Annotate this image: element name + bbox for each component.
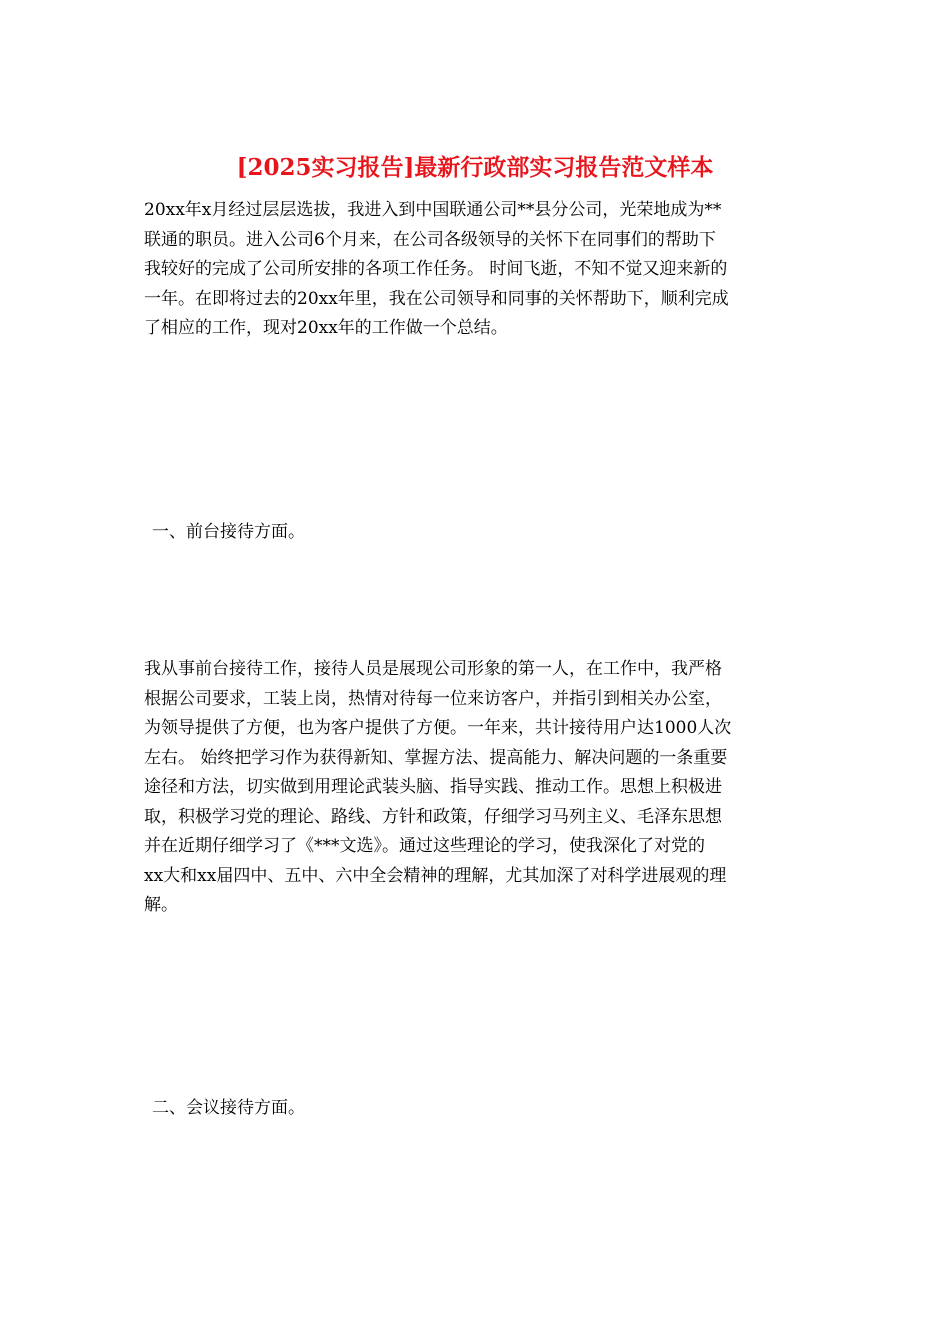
paragraph-line: 为领导提供了方便，也为客户提供了方便。一年来，共计接待用户达1000人次 xyxy=(144,718,732,738)
intro-paragraph xyxy=(144,196,808,344)
paragraph-line: 了相应的工作，现对20xx年的工作做一个总结。 xyxy=(144,318,508,338)
paragraph-line: 20xx年x月经过层层选拔，我进入到中国联通公司**县分公司，光荣地成为** xyxy=(144,200,722,220)
paragraph-line: 根据公司要求，工装上岗，热情对待每一位来访客户，并指引到相关办公室， xyxy=(144,688,722,709)
paragraph-line: 并在近期仔细学习了《***文选》。通过这些理论的学习，使我深化了对党的 xyxy=(144,836,705,856)
section-heading-1: 一、前台接待方面。 xyxy=(152,522,305,542)
paragraph-line: 联通的职员。进入公司6个月来，在公司各级领导的关怀下在同事们的帮助下 xyxy=(144,229,716,250)
paragraph-line: 我较好的完成了公司所安排的各项工作任务。 时间飞逝，不知不觉又迎来新的 xyxy=(144,259,728,279)
paragraph-line: 解。 xyxy=(144,895,178,915)
section-heading-2: 二、会议接待方面。 xyxy=(152,1098,305,1118)
document-title: [2025实习报告]最新行政部实习报告范文样本 xyxy=(236,154,714,181)
paragraph-line: 一年。在即将过去的20xx年里，我在公司领导和同事的关怀帮助下，顺利完成 xyxy=(144,288,729,309)
paragraph-line: xx大和xx届四中、五中、六中全会精神的理解，尤其加深了对科学进展观的理 xyxy=(144,865,727,886)
paragraph-line: 左右。 始终把学习作为获得新知、掌握方法、提高能力、解决问题的一条重要 xyxy=(144,747,728,768)
paragraph-line: 取，积极学习党的理论、路线、方针和政策，仔细学习马列主义、毛泽东思想 xyxy=(144,806,722,827)
section1-paragraph xyxy=(144,655,808,921)
paragraph-line: 途径和方法，切实做到用理论武装头脑、指导实践、推动工作。思想上积极进 xyxy=(144,777,722,797)
paragraph-line: 我从事前台接待工作，接待人员是展现公司形象的第一人，在工作中，我严格 xyxy=(144,659,722,679)
